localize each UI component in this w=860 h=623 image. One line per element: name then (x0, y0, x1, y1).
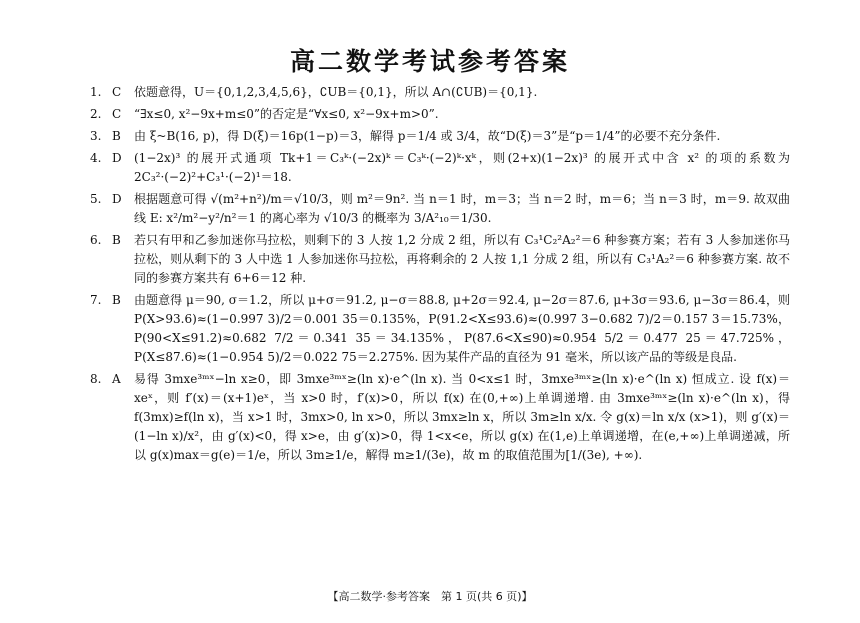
answer-item (90, 149, 790, 187)
answer-explanation: 由 ξ~B(16, p)，得 D(ξ)＝16p(1−p)＝3，解得 p＝1/4 或 3/4，故“D(ξ)＝3”是“p＝1/4”的必要不充分条件. (134, 129, 721, 143)
answer-explanation: “∃x≤0, x²−9x+m≤0”的否定是“∀x≤0, x²−9x+m>0”. (134, 107, 439, 121)
answer-item (90, 370, 790, 465)
answer-choice: D (112, 151, 122, 165)
page-footer: 【高二数学·参考答案 第 1 页(共 6 页)】 (327, 590, 533, 603)
answer-explanation: 易得 3mxe³ᵐˣ−ln x≥0，即 3mxe³ᵐˣ≥(ln x)·e^(ln x). 当 0<x≤1 时，3mxe³ᵐˣ≥(ln x)·e^(ln x) 恒成立. 设 f(x)＝xeˣ，则 f′(x)＝(x+1)eˣ，当 x>0 时，f′(x)>0，所以 f(x) 在(0,+∞)上单调递增. 由 3mxe³ᵐˣ≥(ln x)·e^(ln x)，得 f(3mx)≥f(ln x)，当 x>1 时，3mx>0, ln x>0，所以 3mx≥ln x，所以 3m≥ln x/x. 令 g(x)＝ln x/x (x>1)，则 g′(x)＝(1−ln x)/x²，由 g′(x)<0，得 x>e，由 g′(x)>0，得 1<x<e，所以 g(x) 在(1,e)上单调递增，在(e,+∞)上单调递减，所以 g(x)max＝g(e)＝1/e，所以 3m≥1/e，解得 m≥1/(3e)，故 m 的取值范围为[1/(3e), +∞). (134, 372, 790, 462)
answer-choice: B (112, 129, 121, 143)
answer-explanation: (1−2x)³ 的展开式通项 Tk+1＝C₃ᵏ·(−2x)ᵏ＝C₃ᵏ·(−2)ᵏ·xᵏ，则(2+x)(1−2x)³ 的展开式中含 x² 的项的系数为 2C₃²·(−2)²+C₃¹·(−2)¹＝18. (134, 151, 790, 184)
answer-choice: C (112, 107, 122, 121)
answer-choice: D (112, 192, 122, 206)
question-number: 7. (90, 293, 102, 307)
question-number: 4. (90, 151, 102, 165)
answer-explanation: 若只有甲和乙参加迷你马拉松，则剩下的 3 人按 1,2 分成 2 组，所以有 C₃¹C₂²A₂²＝6 种参赛方案；若有 3 人参加迷你马拉松，则从剩下的 3 人中选 1 人参加迷你马拉松，再将剩余的 2 人按 1,1 分成 2 组，所以有 C₃¹A₂²＝6 种参赛方案. 故不同的参赛方案共有 6+6＝12 种. (134, 233, 790, 285)
answer-item (90, 291, 790, 367)
page-title: 高二数学考试参考答案 (289, 47, 570, 76)
answer-explanation: 根据题意可得 √(m²+n²)/m＝√10/3，则 m²＝9n². 当 n＝1 时，m＝3；当 n＝2 时，m＝6；当 n＝3 时，m＝9. 故双曲线 E: x²/m²−y²/n²＝1 的离心率为 √10/3 的概率为 3/A²₁₀＝1/30. (134, 192, 790, 225)
answer-item (90, 127, 790, 146)
answer-choice: C (112, 85, 122, 99)
answer-explanation: 依题意得，U＝{0,1,2,3,4,5,6}，∁UB＝{0,1}，所以 A∩(∁UB)＝{0,1}. (134, 85, 538, 99)
answer-list (90, 83, 790, 468)
answer-choice: B (112, 233, 121, 247)
answer-item (90, 190, 790, 228)
answer-choice: A (112, 372, 121, 386)
answer-choice: B (112, 293, 121, 307)
question-number: 3. (90, 129, 102, 143)
answer-item (90, 231, 790, 288)
answer-item (90, 83, 790, 102)
question-number: 5. (90, 192, 102, 206)
answer-explanation: 由题意得 μ＝90, σ＝1.2，所以 μ+σ＝91.2, μ−σ＝88.8, μ+2σ＝92.4, μ−2σ＝87.6, μ+3σ＝93.6, μ−3σ＝86.4，则 P(X>93.6)≈(1−0.997 3)/2＝0.001 35＝0.135%，P(91.2<X≤93.6)≈(0.997 3−0.682 7)/2＝0.157 3＝15.73%，P(90<X≤91.2)≈0.682 7/2＝0.341 35＝34.135%，P(87.6<X≤90)≈0.954 5/2＝0.477 25＝47.725%，P(X≤87.6)≈(1−0.954 5)/2＝0.022 75＝2.275%. 因为某件产品的直径为 91 毫米，所以该产品的等级是良品. (134, 293, 790, 364)
question-number: 2. (90, 107, 102, 121)
answer-item (90, 105, 790, 124)
question-number: 8. (90, 372, 102, 386)
question-number: 6. (90, 233, 102, 247)
question-number: 1. (90, 85, 102, 99)
